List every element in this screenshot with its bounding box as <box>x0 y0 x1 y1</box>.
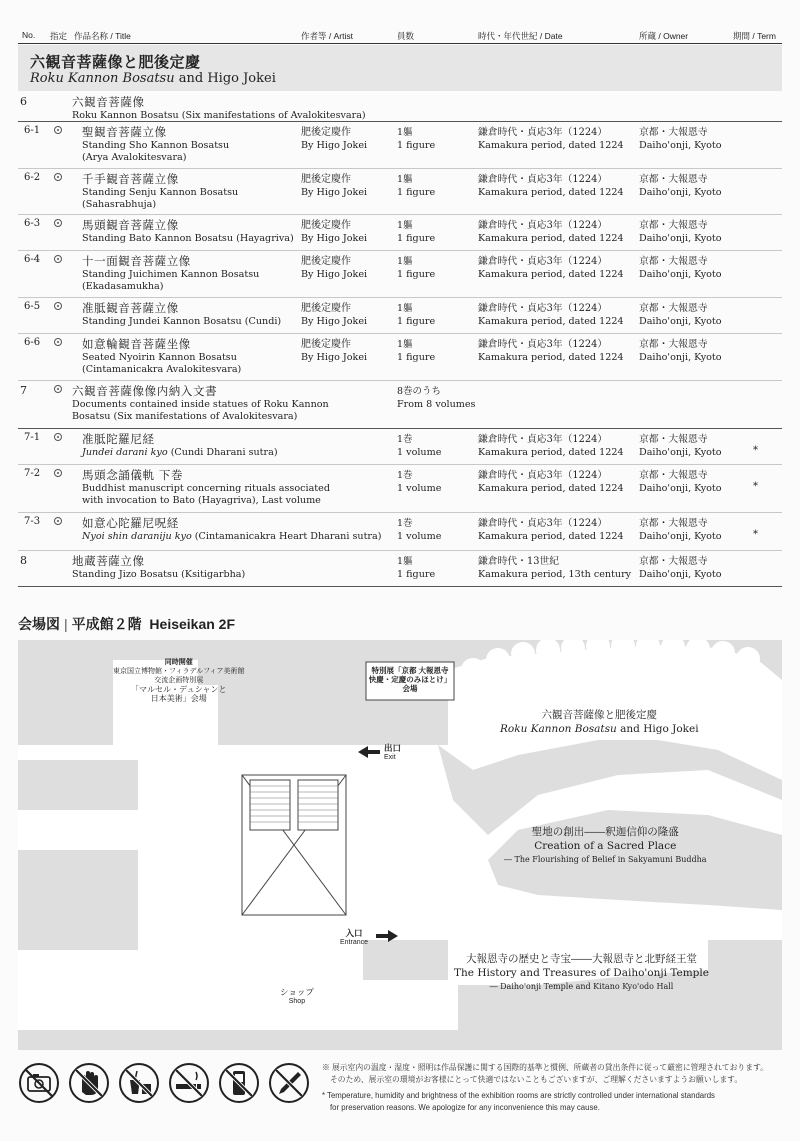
quantity-jp: 1巻 <box>397 518 413 529</box>
title-jp: 准胝陀羅尼経 <box>82 432 155 446</box>
designation-mark-icon <box>54 126 62 134</box>
title-jp: 聖観音菩薩立像 <box>82 125 167 139</box>
title-en-line: (Sahasrabhuja) <box>82 199 157 210</box>
row-title <box>72 95 402 122</box>
date-en: Kamakura period, dated 1224 <box>478 483 624 494</box>
title-jp: 馬頭念誦儀軌 下巻 <box>82 468 184 482</box>
row-term: * <box>753 481 758 492</box>
owner-jp: 京都・大報恩寺 <box>639 339 708 350</box>
row-date <box>478 172 638 199</box>
row-artist <box>301 172 396 199</box>
section-title-en-italic: Roku Kannon Bosatsu <box>30 71 175 86</box>
row-date <box>478 254 638 281</box>
title-jp: 如意輪観音菩薩坐像 <box>82 337 191 351</box>
table-row <box>18 334 782 381</box>
row-owner <box>639 337 749 364</box>
title-en-rest: (Cundi Dharani sutra) <box>170 447 278 458</box>
owner-en: Daiho'onji, Kyoto <box>639 233 722 244</box>
title-en-line: Standing Jizo Bosatsu (Ksitigarbha) <box>72 569 246 580</box>
artist-en: By Higo Jokei <box>301 316 368 327</box>
row-quantity <box>397 468 477 495</box>
row-number: 6-3 <box>24 218 41 229</box>
shop-label <box>280 988 314 1006</box>
quantity-jp: 8巻のうち <box>397 386 442 397</box>
title-jp: 六観音菩薩像 <box>72 95 145 109</box>
title-en-italic: Jundei darani kyo <box>82 447 168 458</box>
concurrent-line-1: 同時開催 <box>164 659 193 666</box>
row-owner <box>639 125 749 152</box>
quantity-jp: 1軀 <box>397 303 413 314</box>
title-en-line: Standing Juichimen Kannon Bosatsu <box>82 269 260 280</box>
row-owner <box>639 254 749 281</box>
row-number: 6 <box>20 95 27 108</box>
row-quantity <box>397 254 477 281</box>
col-owner: 所蔵 / Owner <box>639 31 689 41</box>
artist-jp: 肥後定慶作 <box>301 220 351 231</box>
date-jp: 鎌倉時代・貞応3年（1224） <box>478 174 608 185</box>
title-en-line: (Cintamanicakra Avalokitesvara) <box>82 364 242 375</box>
table-row <box>18 429 782 465</box>
date-en: Kamakura period, dated 1224 <box>478 233 624 244</box>
col-term: 期間 / Term <box>733 31 776 41</box>
quantity-en: 1 figure <box>397 269 436 280</box>
shop-jp: ショップ <box>280 987 314 997</box>
designation-mark-icon <box>54 338 62 346</box>
row-term: * <box>753 445 758 456</box>
quantity-jp: 1軀 <box>397 174 413 185</box>
title-en-line: Standing Bato Kannon Bosatsu (Hayagriva) <box>82 233 294 244</box>
owner-jp: 京都・大報恩寺 <box>639 556 708 567</box>
concurrent-line-2: 東京国立博物館・フィラデルフィア美術館 <box>113 668 245 675</box>
row-number: 6-2 <box>24 172 41 183</box>
designation-mark-icon <box>54 255 62 263</box>
quantity-jp: 1巻 <box>397 470 413 481</box>
title-en-italic: Nyoi shin daraniju kyo <box>82 531 192 542</box>
row-date <box>478 301 638 328</box>
title-jp: 六観音菩薩像像内納入文書 <box>72 384 218 398</box>
title-en <box>82 531 382 543</box>
entrance-label <box>340 929 368 947</box>
exit-en: Exit <box>384 754 396 761</box>
section-title <box>18 45 782 91</box>
quantity-en: 1 figure <box>397 187 436 198</box>
designation-mark-icon <box>54 469 62 477</box>
no-food-icon <box>118 1062 160 1104</box>
section-title-en <box>30 71 276 86</box>
row-owner <box>639 172 749 199</box>
title-en-line: (Ekadasamukha) <box>82 281 164 292</box>
row-number: 6-6 <box>24 337 41 348</box>
row-artist <box>301 218 396 245</box>
quantity-jp: 1軀 <box>397 339 413 350</box>
designation-mark-icon <box>54 517 62 525</box>
quantity-jp: 1巻 <box>397 434 413 445</box>
room1-jp: 六観音菩薩像と肥後定慶 <box>541 709 658 721</box>
table-row <box>18 251 782 298</box>
room2-sub: ― The Flourishing of Belief in Sakyamuni Buddha <box>504 855 707 864</box>
map-heading: 会場図 | 平成館２階 Heiseikan 2F <box>18 616 236 632</box>
room1-en-rest: and Higo Jokei <box>616 723 699 735</box>
owner-jp: 京都・大報恩寺 <box>639 256 708 267</box>
date-jp: 鎌倉時代・貞応3年（1224） <box>478 518 608 529</box>
owner-jp: 京都・大報恩寺 <box>639 518 708 529</box>
section-title-en-rest: and Higo Jokei <box>174 71 276 86</box>
row-owner <box>639 516 749 543</box>
room2-en: Creation of a Sacred Place <box>534 840 677 852</box>
row-owner <box>639 468 749 495</box>
designation-mark-icon <box>54 219 62 227</box>
owner-en: Daiho'onji, Kyoto <box>639 483 722 494</box>
row-number: 7-3 <box>24 516 41 527</box>
artist-jp: 肥後定慶作 <box>301 174 351 185</box>
room3-jp: 大報恩寺の歴史と寺宝――大報恩寺と北野経王堂 <box>465 953 697 965</box>
row-title <box>82 468 382 507</box>
table-row <box>18 169 782 215</box>
row-number: 7-2 <box>24 468 41 479</box>
date-jp: 鎌倉時代・貞応3年（1224） <box>478 220 608 231</box>
artist-en: By Higo Jokei <box>301 233 368 244</box>
no-pen-icon <box>268 1062 310 1104</box>
room-sacred-place <box>504 825 707 867</box>
row-artist <box>301 125 396 152</box>
row-number: 8 <box>20 554 27 567</box>
title-jp: 千手観音菩薩立像 <box>82 172 179 186</box>
title-en-line: Standing Sho Kannon Bosatsu <box>82 140 230 151</box>
table-row <box>18 92 782 122</box>
row-quantity <box>397 554 477 581</box>
owner-en: Daiho'onji, Kyoto <box>639 352 722 363</box>
title-en-line: (Arya Avalokitesvara) <box>82 152 187 163</box>
col-date: 時代・年代世紀 / Date <box>478 31 563 41</box>
row-title <box>72 384 402 423</box>
row-date <box>478 218 638 245</box>
title-en-line: Roku Kannon Bosatsu (Six manifestations of Avalokitesvara) <box>72 110 366 121</box>
artist-en: By Higo Jokei <box>301 352 368 363</box>
owner-en: Daiho'onji, Kyoto <box>639 269 722 280</box>
artist-jp: 肥後定慶作 <box>301 127 351 138</box>
date-en: Kamakura period, dated 1224 <box>478 316 624 327</box>
row-owner <box>639 432 749 459</box>
map-heading-en: Heiseikan 2F <box>149 616 236 632</box>
artist-en: By Higo Jokei <box>301 269 368 280</box>
date-en: Kamakura period, dated 1224 <box>478 531 624 542</box>
date-jp: 鎌倉時代・貞応3年（1224） <box>478 256 608 267</box>
quantity-en: 1 figure <box>397 233 436 244</box>
quantity-en: 1 volume <box>397 447 442 458</box>
artist-jp: 肥後定慶作 <box>301 303 351 314</box>
row-quantity <box>397 337 477 364</box>
special-line-2: 快慶・定慶のみほとけ」 <box>368 675 452 684</box>
row-date <box>478 468 638 495</box>
quantity-jp: 1軀 <box>397 220 413 231</box>
row-number: 6-1 <box>24 125 41 136</box>
date-en: Kamakura period, dated 1224 <box>478 140 624 151</box>
row-date <box>478 516 638 543</box>
row-artist <box>301 254 396 281</box>
title-en-line: Standing Senju Kannon Bosatsu <box>82 187 239 198</box>
owner-jp: 京都・大報恩寺 <box>639 220 708 231</box>
date-en: Kamakura period, dated 1224 <box>478 269 624 280</box>
table-row <box>18 465 782 513</box>
row-date <box>478 125 638 152</box>
col-title: 作品名称 / Title <box>74 31 131 41</box>
exit-label <box>384 744 401 762</box>
room-roku-kannon <box>500 708 699 736</box>
title-en-line: Bosatsu (Six manifestations of Avalokitesvara) <box>72 411 298 422</box>
title-jp: 十一面観音菩薩立像 <box>82 254 191 268</box>
artist-en: By Higo Jokei <box>301 187 368 198</box>
artist-en: By Higo Jokei <box>301 140 368 151</box>
quantity-jp: 1軀 <box>397 127 413 138</box>
owner-en: Daiho'onji, Kyoto <box>639 316 722 327</box>
title-jp: 馬頭観音菩薩立像 <box>82 218 179 232</box>
date-jp: 鎌倉時代・貞応3年（1224） <box>478 339 608 350</box>
owner-jp: 京都・大報恩寺 <box>639 470 708 481</box>
table-row <box>18 551 782 587</box>
room-history-treasures <box>454 952 709 994</box>
map-heading-floor: 平成館２階 <box>71 616 142 632</box>
date-en: Kamakura period, dated 1224 <box>478 447 624 458</box>
table-header <box>18 28 782 44</box>
title-jp: 地蔵菩薩立像 <box>72 554 145 568</box>
title-en-line: with invocation to Bato (Hayagriva), Last volume <box>82 495 321 506</box>
section-title-jp: 六観音菩薩像と肥後定慶 <box>30 53 201 71</box>
row-title <box>82 516 382 543</box>
no-phone-icon <box>218 1062 260 1104</box>
row-owner <box>639 554 749 581</box>
row-number: 7-1 <box>24 432 41 443</box>
quantity-en: 1 volume <box>397 531 442 542</box>
owner-en: Daiho'onji, Kyoto <box>639 531 722 542</box>
table-row <box>18 298 782 334</box>
entrance-en: Entrance <box>340 939 369 946</box>
quantity-jp: 1軀 <box>397 256 413 267</box>
no-smoking-icon <box>168 1062 210 1104</box>
date-jp: 鎌倉時代・貞応3年（1224） <box>478 434 608 445</box>
row-quantity <box>397 432 477 459</box>
row-artist <box>301 301 396 328</box>
designation-mark-icon <box>54 433 62 441</box>
entrance-jp: 入口 <box>345 928 363 938</box>
floor-map <box>18 640 782 1050</box>
owner-en: Daiho'onji, Kyoto <box>639 569 722 580</box>
note-jp-2: そのため、展示室の環境がお客様にとって快適ではないこともございますが、ご理解くださいますようお願いします。 <box>330 1075 743 1084</box>
quantity-en: 1 figure <box>397 569 436 580</box>
owner-en: Daiho'onji, Kyoto <box>639 187 722 198</box>
quantity-en: 1 figure <box>397 352 436 363</box>
date-en: Kamakura period, dated 1224 <box>478 352 624 363</box>
row-quantity <box>397 301 477 328</box>
owner-en: Daiho'onji, Kyoto <box>639 140 722 151</box>
room3-en: The History and Treasures of Daiho'onji Temple <box>454 967 709 979</box>
note-jp-1: ※ 展示室内の温度・湿度・照明は作品保護に関する国際的基準と慣例、所蔵者の貸出条件に従って厳密に管理されております。 <box>322 1063 768 1072</box>
notes <box>322 1062 792 1114</box>
title-jp: 如意心陀羅尼呪経 <box>82 516 179 530</box>
row-date <box>478 337 638 364</box>
row-owner <box>639 301 749 328</box>
room2-jp: 聖地の創出――釈迦信仰の隆盛 <box>531 826 679 838</box>
concurrent-line-4: 「マルセル・デュシャンと <box>130 685 227 694</box>
quantity-jp: 1軀 <box>397 556 413 567</box>
row-quantity <box>397 384 477 411</box>
row-title <box>82 432 382 459</box>
table-row <box>18 122 782 169</box>
quantity-en: 1 figure <box>397 140 436 151</box>
artist-jp: 肥後定慶作 <box>301 339 351 350</box>
table-row <box>18 215 782 251</box>
date-en: Kamakura period, dated 1224 <box>478 187 624 198</box>
quantity-en: 1 figure <box>397 316 436 327</box>
note-en-2: for preservation reasons. We apologize for any inconvenience this may cause. <box>330 1103 600 1112</box>
title-en-rest: (Cintamanicakra Heart Dharani sutra) <box>194 531 382 542</box>
row-number: 7 <box>20 384 27 397</box>
date-en: Kamakura period, 13th century <box>478 569 632 580</box>
map-heading-jp: 会場図 <box>18 616 60 632</box>
no-camera-icon <box>18 1062 60 1104</box>
quantity-en: 1 volume <box>397 483 442 494</box>
row-number: 6-5 <box>24 301 41 312</box>
special-exhibition-label <box>368 666 452 693</box>
owner-en: Daiho'onji, Kyoto <box>639 447 722 458</box>
title-jp: 准胝観音菩薩立像 <box>82 301 179 315</box>
concurrent-line-5: 日本美術」会場 <box>150 694 207 703</box>
room1-en-italic: Roku Kannon Bosatsu <box>500 723 617 735</box>
row-quantity <box>397 172 477 199</box>
row-quantity <box>397 125 477 152</box>
table-row <box>18 381 782 429</box>
col-designation: 指定 <box>50 31 68 41</box>
designation-mark-icon <box>54 173 62 181</box>
room3-sub: ― Daiho'onji Temple and Kitano Kyo'odo Hall <box>489 982 674 991</box>
row-number: 6-4 <box>24 254 41 265</box>
owner-jp: 京都・大報恩寺 <box>639 434 708 445</box>
row-quantity <box>397 218 477 245</box>
owner-jp: 京都・大報恩寺 <box>639 127 708 138</box>
special-line-3: 会場 <box>402 684 418 693</box>
row-term: * <box>753 529 758 540</box>
col-quantity: 員数 <box>397 31 415 41</box>
table-row <box>18 513 782 551</box>
designation-mark-icon <box>54 385 62 393</box>
special-line-1: 特別展「京都 大報恩寺 <box>371 666 449 675</box>
exhibit-table <box>18 92 782 587</box>
no-touch-icon <box>68 1062 110 1104</box>
date-jp: 鎌倉時代・貞応3年（1224） <box>478 127 608 138</box>
col-artist: 作者等 / Artist <box>301 31 353 41</box>
row-title <box>72 554 402 581</box>
row-quantity <box>397 516 477 543</box>
title-en-line: Documents contained inside statues of Roku Kannon <box>72 399 329 410</box>
col-no: No. <box>22 30 36 40</box>
concurrent-line-3: 交流企画特別展 <box>154 677 204 684</box>
owner-jp: 京都・大報恩寺 <box>639 174 708 185</box>
shop-en: Shop <box>288 998 306 1005</box>
owner-jp: 京都・大報恩寺 <box>639 303 708 314</box>
title-en-line: Standing Jundei Kannon Bosatsu (Cundi) <box>82 316 282 327</box>
exit-jp: 出口 <box>384 743 402 753</box>
artist-jp: 肥後定慶作 <box>301 256 351 267</box>
title-en-line: Seated Nyoirin Kannon Bosatsu <box>82 352 237 363</box>
date-jp: 鎌倉時代・貞応3年（1224） <box>478 303 608 314</box>
row-date <box>478 554 638 581</box>
row-date <box>478 432 638 459</box>
concurrent-exhibition-label <box>113 658 245 703</box>
row-artist <box>301 337 396 364</box>
row-owner <box>639 218 749 245</box>
date-jp: 鎌倉時代・13世紀 <box>478 556 560 567</box>
date-jp: 鎌倉時代・貞応3年（1224） <box>478 470 608 481</box>
quantity-en: From 8 volumes <box>397 399 476 410</box>
note-en-1: * Temperature, humidity and brightness of the exhibition rooms are strictly controlled under international standards <box>322 1091 715 1100</box>
title-en-line: Buddhist manuscript concerning rituals associated <box>82 483 330 494</box>
title-en <box>82 447 382 459</box>
designation-mark-icon <box>54 302 62 310</box>
